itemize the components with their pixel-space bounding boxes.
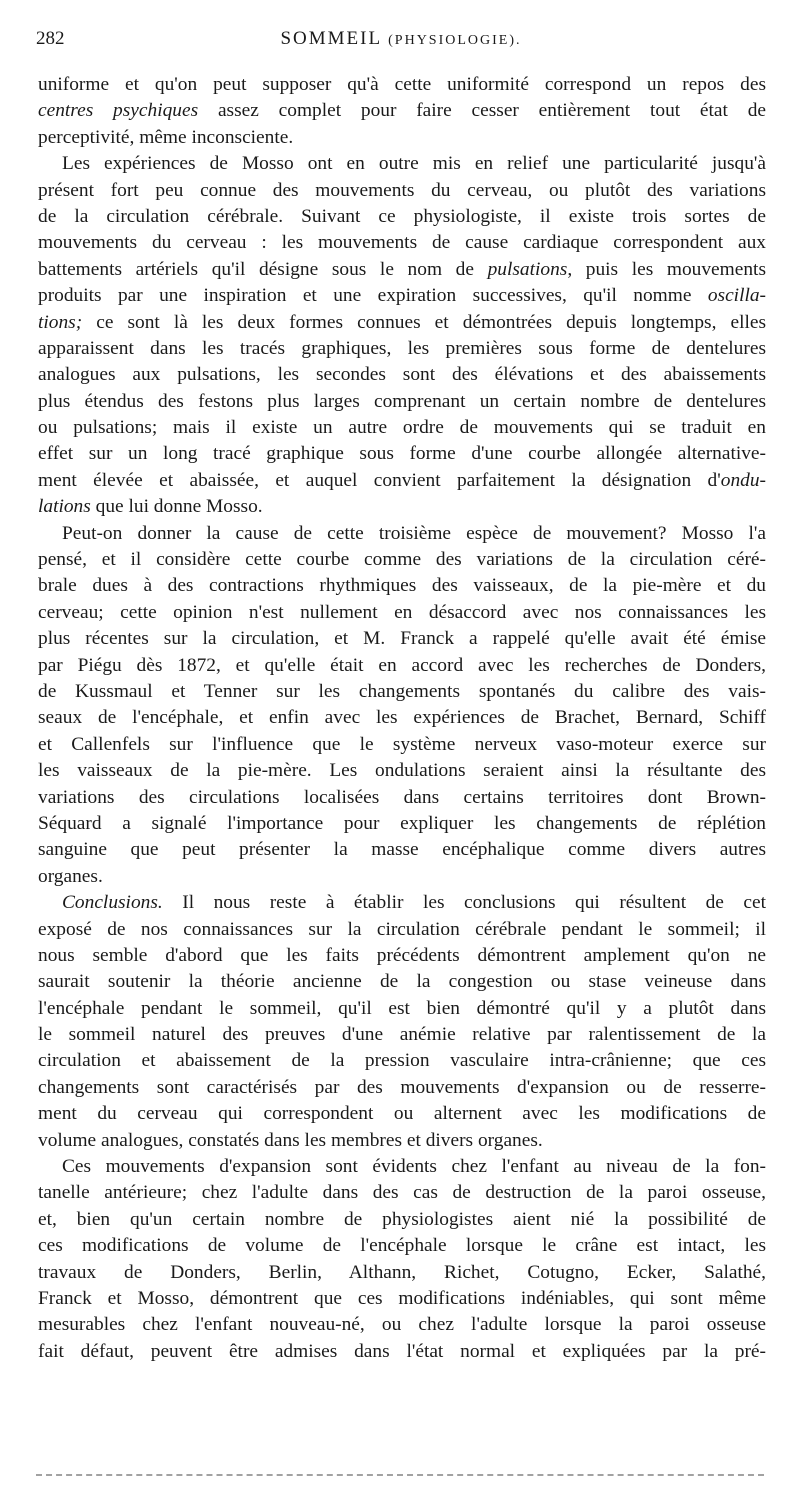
line-text: que lui donne Mosso. [90,496,263,518]
header-title [36,28,766,50]
text-line [38,917,766,943]
text-line [38,653,766,679]
line-text: saurait soutenir la théorie ancienne de la congestion ou stase veineuse dans [38,971,766,993]
text-line [38,547,766,573]
line-text: perceptivité, même inconsciente. [38,126,294,148]
line-text: effet sur un long tracé graphique sous forme d'une courbe allongée alternative- [38,443,766,465]
text-line [38,178,766,204]
line-text: Ces mouvements d'expansion sont évidents chez l'enfant au niveau de la fon- [62,1156,766,1178]
italic-term: pulsations [487,258,568,280]
line-text: les vaisseaux de la pie-mère. Les ondulations seraient ainsi la résultante des [38,760,766,782]
text-line [38,151,766,177]
line-text: changements sont caractérisés par des mouvements d'expansion ou de resserre- [38,1076,766,1098]
line-text: cerveau; cette opinion n'est nullement en désaccord avec nos connaissances les [38,601,766,623]
line-text: Séquard a signalé l'importance pour expliquer les changements de réplétion [38,812,766,834]
line-text: volume analogues, constatés dans les membres et divers organes. [38,1129,543,1151]
line-text: ment élevée et abaissée, et auquel convient parfaitement la désignation d' [38,469,721,491]
line-text: mesurables chez l'enfant nouveau-né, ou chez l'adulte lorsque la paroi osseuse [38,1314,766,1336]
line-text: apparaissent dans les tracés graphiques, les premières sous forme de dentelures [38,337,766,359]
text-line [38,1154,766,1180]
line-text: exposé de nos connaissances sur la circulation cérébrale pendant le sommeil; il [38,918,766,940]
line-text: et Callenfels sur l'influence que le système nerveux vaso-moteur exerce sur [38,733,766,755]
text-line [38,310,766,336]
italic-term: ondu- [720,469,766,491]
header-title-main: SOMMEIL [280,28,382,49]
text-line [38,996,766,1022]
text-line [38,72,766,98]
footer-rule [36,1474,764,1476]
line-text: Peut-on donner la cause de cette troisième espèce de mouvement? Mosso l'a [62,522,766,544]
text-line [38,758,766,784]
text-line [38,890,766,916]
text-line [38,1339,766,1365]
text-line [38,705,766,731]
text-line [38,415,766,441]
line-text: tanelle antérieure; chez l'adulte dans des cas de destruction de la paroi osseuse, [38,1182,766,1204]
page-number: 282 [36,28,65,49]
text-line [38,837,766,863]
line-text: organes. [38,865,103,887]
text-line [38,1048,766,1074]
italic-term: centres psychiques [38,100,199,122]
text-line [38,1128,766,1154]
text-line [38,1260,766,1286]
text-line [38,1286,766,1312]
line-text: sanguine que peut présenter la masse encéphalique comme divers autres [38,839,766,861]
text-line [38,1101,766,1127]
text-line [38,811,766,837]
body-text [38,72,766,1365]
italic-term: Conclusions. [62,892,163,914]
text-line [38,573,766,599]
line-text: ce sont là les deux formes connues et démontrées depuis longtemps, elles [82,311,766,333]
text-line [38,864,766,890]
text-line [38,521,766,547]
text-line [38,125,766,151]
text-line [38,283,766,309]
text-line [38,230,766,256]
line-text: fait défaut, peuvent être admises dans l'état normal et expliquées par la pré- [38,1340,766,1362]
line-text: circulation et abaissement de la pression vasculaire intra-crânienne; que ces [38,1050,766,1072]
text-line [38,1233,766,1259]
italic-term: lations [38,496,91,518]
line-text: analogues aux pulsations, les secondes sont des élévations et des abaissements [38,364,766,386]
line-text: produits par une inspiration et une expiration successives, qu'il nomme [38,285,708,307]
header-title-sub: (PHYSIOLOGIE). [388,33,522,48]
line-text: , puis les mouvements [567,258,766,280]
line-text: l'encéphale pendant le sommeil, qu'il est bien démontré qu'il y a plutôt dans [38,997,766,1019]
line-text: uniforme et qu'on peut supposer qu'à cette uniformité correspond un repos des [38,74,766,95]
text-line [38,785,766,811]
line-text: et, bien qu'un certain nombre de physiologistes aient nié la possibilité de [38,1208,766,1230]
line-text: de la circulation cérébrale. Suivant ce physiologiste, il existe trois sortes de [38,205,766,227]
text-line [38,441,766,467]
line-text: ou pulsations; mais il existe un autre ordre de mouvements qui se traduit en [38,417,766,439]
text-line [38,336,766,362]
text-line [38,98,766,124]
text-line [38,1022,766,1048]
running-header [36,28,766,62]
line-text: battements artériels qu'il désigne sous le nom de [38,258,488,280]
line-text: brale dues à des contractions rhythmiques des vaisseaux, de la pie-mère et du [38,575,766,597]
line-text: de Kussmaul et Tenner sur les changements spontanés du calibre des vais- [38,680,766,702]
italic-term: tions; [38,311,83,333]
line-text: travaux de Donders, Berlin, Althann, Richet, Cotugno, Ecker, Salathé, [38,1261,766,1283]
text-line [38,494,766,520]
line-text: Il nous reste à établir les conclusions qui résultent de cet [162,892,766,914]
text-line [38,1075,766,1101]
line-text: plus récentes sur la circulation, et M. Franck a rappelé qu'elle avait été émise [38,628,766,650]
text-line [38,943,766,969]
text-line [38,679,766,705]
text-line [38,362,766,388]
line-text: Les expériences de Mosso ont en outre mis en relief une particularité jusqu'à [62,153,766,175]
line-text: le sommeil naturel des preuves d'une anémie relative par ralentissement de la [38,1024,766,1046]
line-text: ces modifications de volume de l'encéphale lorsque le crâne est intact, les [38,1235,766,1257]
line-text: assez complet pour faire cesser entièrement tout état de [198,100,767,122]
line-text: ment du cerveau qui correspondent ou alternent avec les modifications de [38,1103,766,1125]
line-text: pensé, et il considère cette courbe comme des variations de la circulation céré- [38,549,766,571]
line-text: Franck et Mosso, démontrent que ces modifications indéniables, qui sont même [38,1287,766,1309]
text-line [38,257,766,283]
line-text: nous semble d'abord que les faits précédents démontrent amplement qu'on ne [38,944,766,966]
line-text: présent fort peu connue des mouvements du cerveau, ou plutôt des variations [38,179,766,201]
italic-term: oscilla- [707,285,766,307]
text-line [38,969,766,995]
text-line [38,626,766,652]
line-text: plus étendus des festons plus larges comprenant un certain nombre de dentelures [38,390,766,412]
line-text: par Piégu dès 1872, et qu'elle était en accord avec les recherches de Donders, [38,654,766,676]
text-line [38,732,766,758]
line-text: variations des circulations localisées dans certains territoires dont Brown- [38,786,766,808]
line-text: seaux de l'encéphale, et enfin avec les expériences de Brachet, Bernard, Schiff [38,707,766,729]
text-line [38,600,766,626]
text-line [38,1180,766,1206]
text-line [38,1207,766,1233]
text-line [38,204,766,230]
text-line [38,468,766,494]
text-line [38,389,766,415]
text-line [38,1312,766,1338]
line-text: mouvements du cerveau : les mouvements de cause cardiaque correspondent aux [38,232,766,254]
